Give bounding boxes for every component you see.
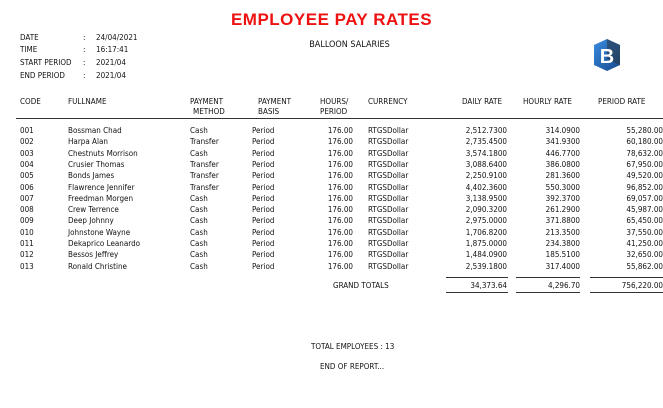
cell-period-rate: 32,650.00 bbox=[626, 250, 663, 260]
cell-payment-basis: Period bbox=[252, 261, 275, 271]
cell-daily-rate: 2,735.4500 bbox=[465, 137, 507, 147]
cell-period-rate: 41,250.00 bbox=[626, 239, 663, 248]
cell-code: 013 bbox=[20, 261, 34, 271]
cell-payment-method: Cash bbox=[190, 239, 208, 248]
total-underline-daily bbox=[446, 292, 508, 293]
cell-currency: RTGSDollar bbox=[368, 182, 409, 192]
meta-time-label: TIME bbox=[20, 45, 38, 54]
cell-period-rate: 49,520.00 bbox=[626, 171, 663, 181]
meta-end-period-label: END PERIOD bbox=[20, 71, 65, 80]
meta-start-period-label: START PERIOD bbox=[20, 58, 72, 67]
cell-fullname: Johnstone Wayne bbox=[68, 227, 131, 237]
cell-hourly-rate: 281.3600 bbox=[545, 171, 580, 181]
cell-payment-basis: Period bbox=[252, 205, 275, 215]
cell-hourly-rate: 261.2900 bbox=[545, 205, 580, 215]
cell-code: 005 bbox=[20, 171, 34, 181]
cell-hourly-rate: 392.3700 bbox=[545, 193, 580, 203]
cell-hourly-rate: 341.9300 bbox=[545, 137, 580, 147]
cell-hours-period: 176.00 bbox=[327, 216, 353, 226]
cell-hours-period: 176.00 bbox=[327, 182, 353, 192]
cell-currency: RTGSDollar bbox=[368, 261, 409, 271]
grand-totals-row bbox=[0, 281, 663, 292]
table-row bbox=[0, 149, 663, 160]
cell-hourly-rate: 550.3000 bbox=[545, 182, 580, 192]
total-line-hourly bbox=[516, 277, 580, 278]
cell-daily-rate: 2,250.9100 bbox=[465, 171, 507, 181]
cell-daily-rate: 1,706.8200 bbox=[465, 227, 507, 237]
cell-currency: RTGSDollar bbox=[368, 137, 409, 147]
cell-daily-rate: 2,512.7300 bbox=[465, 126, 507, 135]
cell-period-rate: 60,180.00 bbox=[626, 137, 663, 147]
cell-hourly-rate: 317.4000 bbox=[545, 261, 580, 271]
meta-date-value: 24/04/2021 bbox=[96, 33, 138, 42]
cell-daily-rate: 2,539.1800 bbox=[465, 261, 507, 271]
cell-code: 008 bbox=[20, 205, 34, 215]
meta-colon: : bbox=[83, 71, 86, 80]
cell-code: 011 bbox=[20, 239, 34, 248]
col-payment-method-1: PAYMENT bbox=[190, 97, 224, 106]
report-title: EMPLOYEE PAY RATES bbox=[230, 10, 433, 29]
cell-currency: RTGSDollar bbox=[368, 171, 409, 181]
col-fullname: FULLNAME bbox=[68, 97, 107, 106]
col-hourly-rate: HOURLY RATE bbox=[523, 97, 572, 106]
cell-fullname: Bessos Jeffrey bbox=[68, 250, 119, 260]
cell-payment-method: Cash bbox=[190, 250, 208, 260]
table-row bbox=[0, 126, 663, 137]
cell-payment-basis: Period bbox=[252, 193, 275, 203]
cell-hours-period: 176.00 bbox=[327, 159, 353, 169]
meta-start-period-value: 2021/04 bbox=[96, 58, 126, 67]
end-of-report: END OF REPORT... bbox=[320, 362, 385, 371]
cell-fullname: Deep Johnny bbox=[68, 216, 114, 226]
cell-hourly-rate: 446.7700 bbox=[545, 148, 580, 158]
cell-hourly-rate: 314.0900 bbox=[545, 126, 580, 135]
cell-period-rate: 67,950.00 bbox=[626, 159, 663, 169]
col-payment-basis-1: PAYMENT bbox=[258, 97, 292, 106]
cell-daily-rate: 1,484.0900 bbox=[465, 250, 507, 260]
meta-time-value: 16:17:41 bbox=[96, 45, 129, 54]
grand-totals-label: GRAND TOTALS bbox=[333, 281, 389, 290]
col-period-rate: PERIOD RATE bbox=[598, 97, 646, 106]
cell-fullname: Crusier Thomas bbox=[68, 159, 125, 169]
cell-payment-method: Cash bbox=[190, 193, 208, 203]
header-divider bbox=[16, 118, 663, 119]
table-row bbox=[0, 228, 663, 239]
cell-fullname: Crew Terrence bbox=[68, 205, 119, 215]
cell-fullname: Bossman Chad bbox=[68, 126, 122, 135]
cell-daily-rate: 1,875.0000 bbox=[465, 239, 507, 248]
cell-daily-rate: 3,574.1800 bbox=[465, 148, 507, 158]
cell-hours-period: 176.00 bbox=[327, 193, 353, 203]
cell-fullname: Freedman Morgen bbox=[68, 193, 134, 203]
col-daily-rate: DAILY RATE bbox=[462, 97, 502, 106]
svg-text:B: B bbox=[599, 46, 615, 68]
cell-hours-period: 176.00 bbox=[327, 250, 353, 260]
cell-code: 009 bbox=[20, 216, 34, 226]
cell-payment-method: Transfer bbox=[190, 159, 219, 169]
cell-code: 003 bbox=[20, 148, 34, 158]
cell-fullname: Dekaprico Leanardo bbox=[68, 239, 141, 248]
cell-currency: RTGSDollar bbox=[368, 227, 409, 237]
cell-payment-method: Cash bbox=[190, 126, 208, 135]
cell-hourly-rate: 213.3500 bbox=[545, 227, 580, 237]
cell-hours-period: 176.00 bbox=[327, 261, 353, 271]
cell-payment-method: Transfer bbox=[190, 171, 219, 181]
cell-hours-period: 176.00 bbox=[327, 227, 353, 237]
col-hours-1: HOURS/ bbox=[320, 97, 349, 106]
cell-hours-period: 176.00 bbox=[327, 137, 353, 147]
cell-payment-method: Transfer bbox=[190, 137, 219, 147]
meta-colon: : bbox=[83, 45, 86, 54]
total-hourly-rate: 4,296.70 bbox=[547, 281, 580, 290]
table-row bbox=[0, 205, 663, 216]
table-row bbox=[0, 183, 663, 194]
col-payment-method-2: METHOD bbox=[193, 107, 225, 116]
cell-payment-method: Cash bbox=[190, 216, 208, 226]
total-line-daily bbox=[446, 277, 508, 278]
cell-fullname: Flawrence Jennifer bbox=[68, 182, 135, 192]
cell-payment-basis: Period bbox=[252, 137, 275, 147]
cell-hours-period: 176.00 bbox=[327, 239, 353, 248]
table-row bbox=[0, 216, 663, 227]
cell-payment-basis: Period bbox=[252, 159, 275, 169]
total-line-period bbox=[590, 277, 663, 278]
cell-daily-rate: 3,088.6400 bbox=[465, 159, 507, 169]
cell-hours-period: 176.00 bbox=[327, 148, 353, 158]
cell-payment-method: Cash bbox=[190, 261, 208, 271]
cell-fullname: Harpa Alan bbox=[68, 137, 108, 147]
cell-period-rate: 45,987.00 bbox=[626, 205, 663, 215]
total-underline-hourly bbox=[516, 292, 580, 293]
cell-payment-basis: Period bbox=[252, 171, 275, 181]
cell-currency: RTGSDollar bbox=[368, 126, 409, 135]
table-row bbox=[0, 194, 663, 205]
total-employees: TOTAL EMPLOYEES : 13 bbox=[311, 342, 395, 351]
table-row bbox=[0, 250, 663, 261]
cell-payment-method: Cash bbox=[190, 205, 208, 215]
cell-hours-period: 176.00 bbox=[327, 126, 353, 135]
cell-payment-basis: Period bbox=[252, 182, 275, 192]
cell-code: 010 bbox=[20, 227, 34, 237]
cell-fullname: Chestnuts Morrison bbox=[68, 148, 138, 158]
table-row bbox=[0, 239, 663, 250]
cell-code: 012 bbox=[20, 250, 34, 260]
cell-hours-period: 176.00 bbox=[327, 171, 353, 181]
cell-payment-basis: Period bbox=[252, 126, 275, 135]
meta-colon: : bbox=[83, 33, 86, 42]
cell-currency: RTGSDollar bbox=[368, 216, 409, 226]
cell-currency: RTGSDollar bbox=[368, 193, 409, 203]
cell-hourly-rate: 234.3800 bbox=[545, 239, 580, 248]
cell-code: 004 bbox=[20, 159, 34, 169]
table-row bbox=[0, 137, 663, 148]
col-payment-basis-2: BASIS bbox=[258, 107, 280, 116]
meta-date-label: DATE bbox=[20, 33, 39, 42]
cell-daily-rate: 3,138.9500 bbox=[465, 193, 507, 203]
cell-daily-rate: 4,402.3600 bbox=[465, 182, 507, 192]
total-daily-rate: 34,373.64 bbox=[470, 281, 507, 290]
cell-payment-method: Transfer bbox=[190, 182, 219, 192]
cell-code: 007 bbox=[20, 193, 34, 203]
cell-currency: RTGSDollar bbox=[368, 205, 409, 215]
cell-period-rate: 78,632.00 bbox=[626, 148, 663, 158]
col-code: CODE bbox=[20, 97, 41, 106]
cell-daily-rate: 2,975.0000 bbox=[465, 216, 507, 226]
cell-payment-basis: Period bbox=[252, 216, 275, 226]
cell-period-rate: 55,280.00 bbox=[626, 126, 663, 135]
cell-payment-basis: Period bbox=[252, 250, 275, 260]
meta-colon: : bbox=[83, 58, 86, 67]
cell-hourly-rate: 371.8800 bbox=[545, 216, 580, 226]
cell-fullname: Bonds James bbox=[68, 171, 115, 181]
cell-hourly-rate: 185.5100 bbox=[545, 250, 580, 260]
cell-daily-rate: 2,090.3200 bbox=[465, 205, 507, 215]
cell-fullname: Ronald Christine bbox=[68, 261, 127, 271]
cell-period-rate: 65,450.00 bbox=[626, 216, 663, 226]
cell-code: 002 bbox=[20, 137, 34, 147]
cell-currency: RTGSDollar bbox=[368, 148, 409, 158]
cell-hourly-rate: 386.0800 bbox=[545, 159, 580, 169]
cell-code: 006 bbox=[20, 182, 34, 192]
total-underline-period bbox=[590, 292, 663, 293]
meta-end-period-value: 2021/04 bbox=[96, 71, 126, 80]
table-row bbox=[0, 262, 663, 273]
cell-payment-basis: Period bbox=[252, 227, 275, 237]
cell-currency: RTGSDollar bbox=[368, 159, 409, 169]
cell-period-rate: 37,550.00 bbox=[626, 227, 663, 237]
cell-period-rate: 69,057.00 bbox=[626, 193, 663, 203]
report-subtitle: BALLOON SALARIES bbox=[309, 40, 390, 50]
cell-period-rate: 96,852.00 bbox=[626, 182, 663, 192]
table-row bbox=[0, 171, 663, 182]
company-logo-icon bbox=[592, 39, 622, 71]
cell-hours-period: 176.00 bbox=[327, 205, 353, 215]
cell-payment-basis: Period bbox=[252, 239, 275, 248]
cell-payment-method: Cash bbox=[190, 148, 208, 158]
cell-currency: RTGSDollar bbox=[368, 250, 409, 260]
cell-payment-method: Cash bbox=[190, 227, 208, 237]
cell-code: 001 bbox=[20, 126, 34, 135]
col-currency: CURRENCY bbox=[368, 97, 408, 106]
total-period-rate: 756,220.00 bbox=[621, 281, 663, 290]
cell-currency: RTGSDollar bbox=[368, 239, 409, 248]
cell-payment-basis: Period bbox=[252, 148, 275, 158]
cell-period-rate: 55,862.00 bbox=[626, 261, 663, 271]
col-hours-2: PERIOD bbox=[320, 107, 348, 116]
table-row bbox=[0, 160, 663, 171]
